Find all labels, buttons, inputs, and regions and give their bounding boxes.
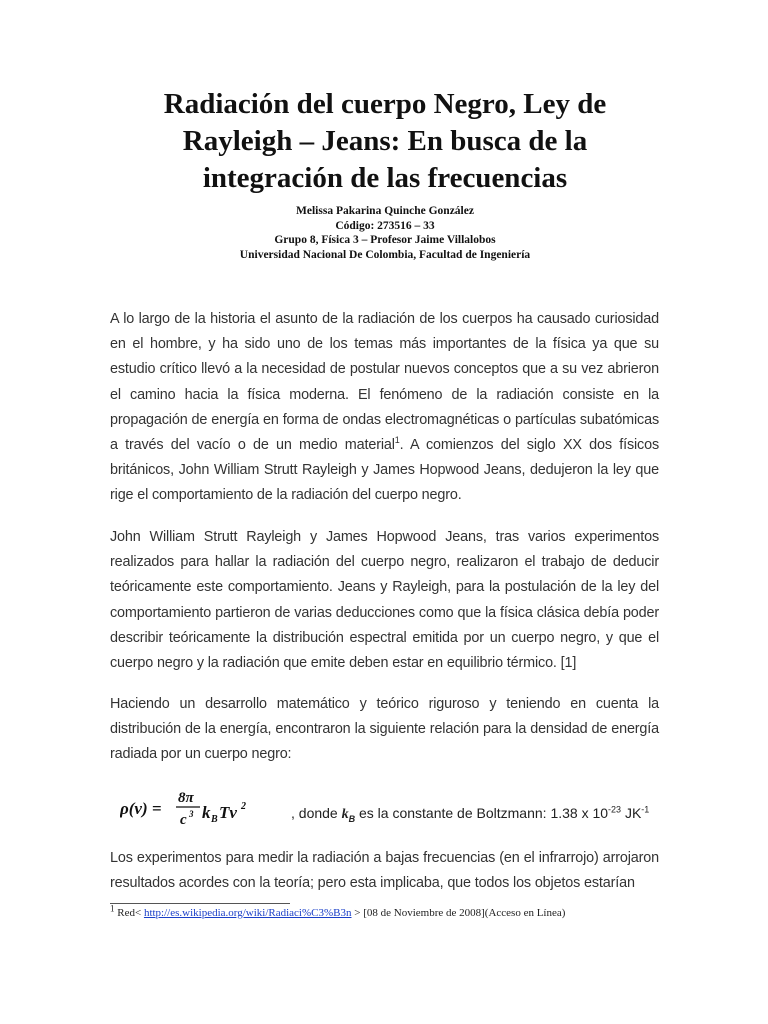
- formula-k-sub: B: [211, 814, 218, 825]
- footnote-link[interactable]: http://es.wikipedia.org/wiki/Radiaci%C3%B3n: [143, 907, 352, 919]
- rayleigh-jeans-formula: [120, 786, 280, 830]
- formula-denominator-exp: 3: [189, 809, 194, 819]
- formula-k: k: [202, 803, 211, 822]
- author-university: Universidad Nacional De Colombia, Facultad de Ingeniería: [239, 248, 531, 261]
- paragraph-2: John William Strutt Rayleigh y James Hopwood Jeans, tras varios experimentos realizados para hallar la radiación del cuerpo negro, realizaron el trabajo de deducir teóricamente este comportamiento. Jeans y Rayleigh, para la postulación de la ley del comportamiento partieron de varias deducciones como que la física clásica debía poder describir teóricamente la distribución espectral emitida por un cuerpo negro, y que el cuerpo negro y la radiación que emite deben estar en equilibrio térmico. [1]: [110, 529, 659, 672]
- footnote-suffix: > [08 de Noviembre de 2008](Acceso en Línea): [351, 907, 566, 919]
- formula-lhs: ρ(ν) =: [120, 799, 162, 818]
- footnote-ref-1: 1: [394, 435, 400, 446]
- title-line-3: integración de las frecuencias: [202, 162, 568, 194]
- paragraph-3: Haciendo un desarrollo matemático y teórico riguroso y teniendo en cuenta la distribución de la energía, encontraron la siguiente relación para la densidad de energía radiada por un cuerpo negro:: [110, 696, 659, 763]
- paragraph-1-text: A lo largo de la historia el asunto de la radiación de los cuerpos ha causado curiosidad en el hombre, y ha sido uno de los temas más importantes de la física ya que su estudio crítico llevó a la necesidad de postular nuevos conceptos que a su vez abrieron el camino hacia la física moderna. El fenómeno de la radiación consiste en la propagación de energía en forma de ondas electromagnéticas o partículas subatómicas a través del vacío o de un medio material: [110, 311, 659, 454]
- formula-tail: Tν: [219, 803, 237, 822]
- formula-numerator: 8π: [178, 790, 194, 806]
- formula-exp: 2: [241, 801, 246, 812]
- footnote-number: 1: [110, 903, 115, 914]
- formula-desc-var-sub: B: [348, 813, 356, 824]
- footnote: [110, 903, 566, 919]
- formula-desc-unit: JK: [621, 805, 642, 821]
- paragraph-1: [110, 307, 659, 509]
- footnote-prefix: Red<: [114, 907, 144, 919]
- title-line-1: Radiación del cuerpo Negro, Ley de: [163, 88, 607, 120]
- formula-denominator: c: [180, 812, 187, 828]
- author-group: Grupo 8, Física 3 – Profesor Jaime Villalobos: [274, 234, 496, 246]
- formula-desc-prefix: , donde: [291, 805, 342, 821]
- paragraph-1-text-end: . A comienzos del siglo XX dos físicos británicos, John William Strutt Rayleigh y James Hopwood Jeans, dedujeron la ley que rige el comportamiento de la radiación del cuerpo negro.: [110, 437, 659, 504]
- author-code: Código: 273516 – 33: [335, 219, 435, 232]
- document-title: [140, 86, 630, 197]
- author-name: Melissa Pakarina Quinche González: [296, 205, 474, 217]
- paragraph-4: Los experimentos para medir la radiación a bajas frecuencias (en el infrarrojo) arrojaron resultados acordes con la teoría; pero esta implicaba, que todos los objetos estarían: [110, 850, 659, 892]
- formula-desc-var: k: [341, 807, 349, 822]
- title-line-2: Rayleigh – Jeans: En busca de la: [182, 125, 588, 157]
- formula-desc-unit-exp: -1: [641, 804, 650, 815]
- formula-desc-exp: -23: [608, 804, 622, 815]
- author-block: [150, 204, 620, 262]
- footnote-separator: [110, 903, 290, 904]
- formula-description: [291, 805, 649, 824]
- formula-desc-mid: es la constante de Boltzmann: 1.38 x 10: [355, 805, 609, 821]
